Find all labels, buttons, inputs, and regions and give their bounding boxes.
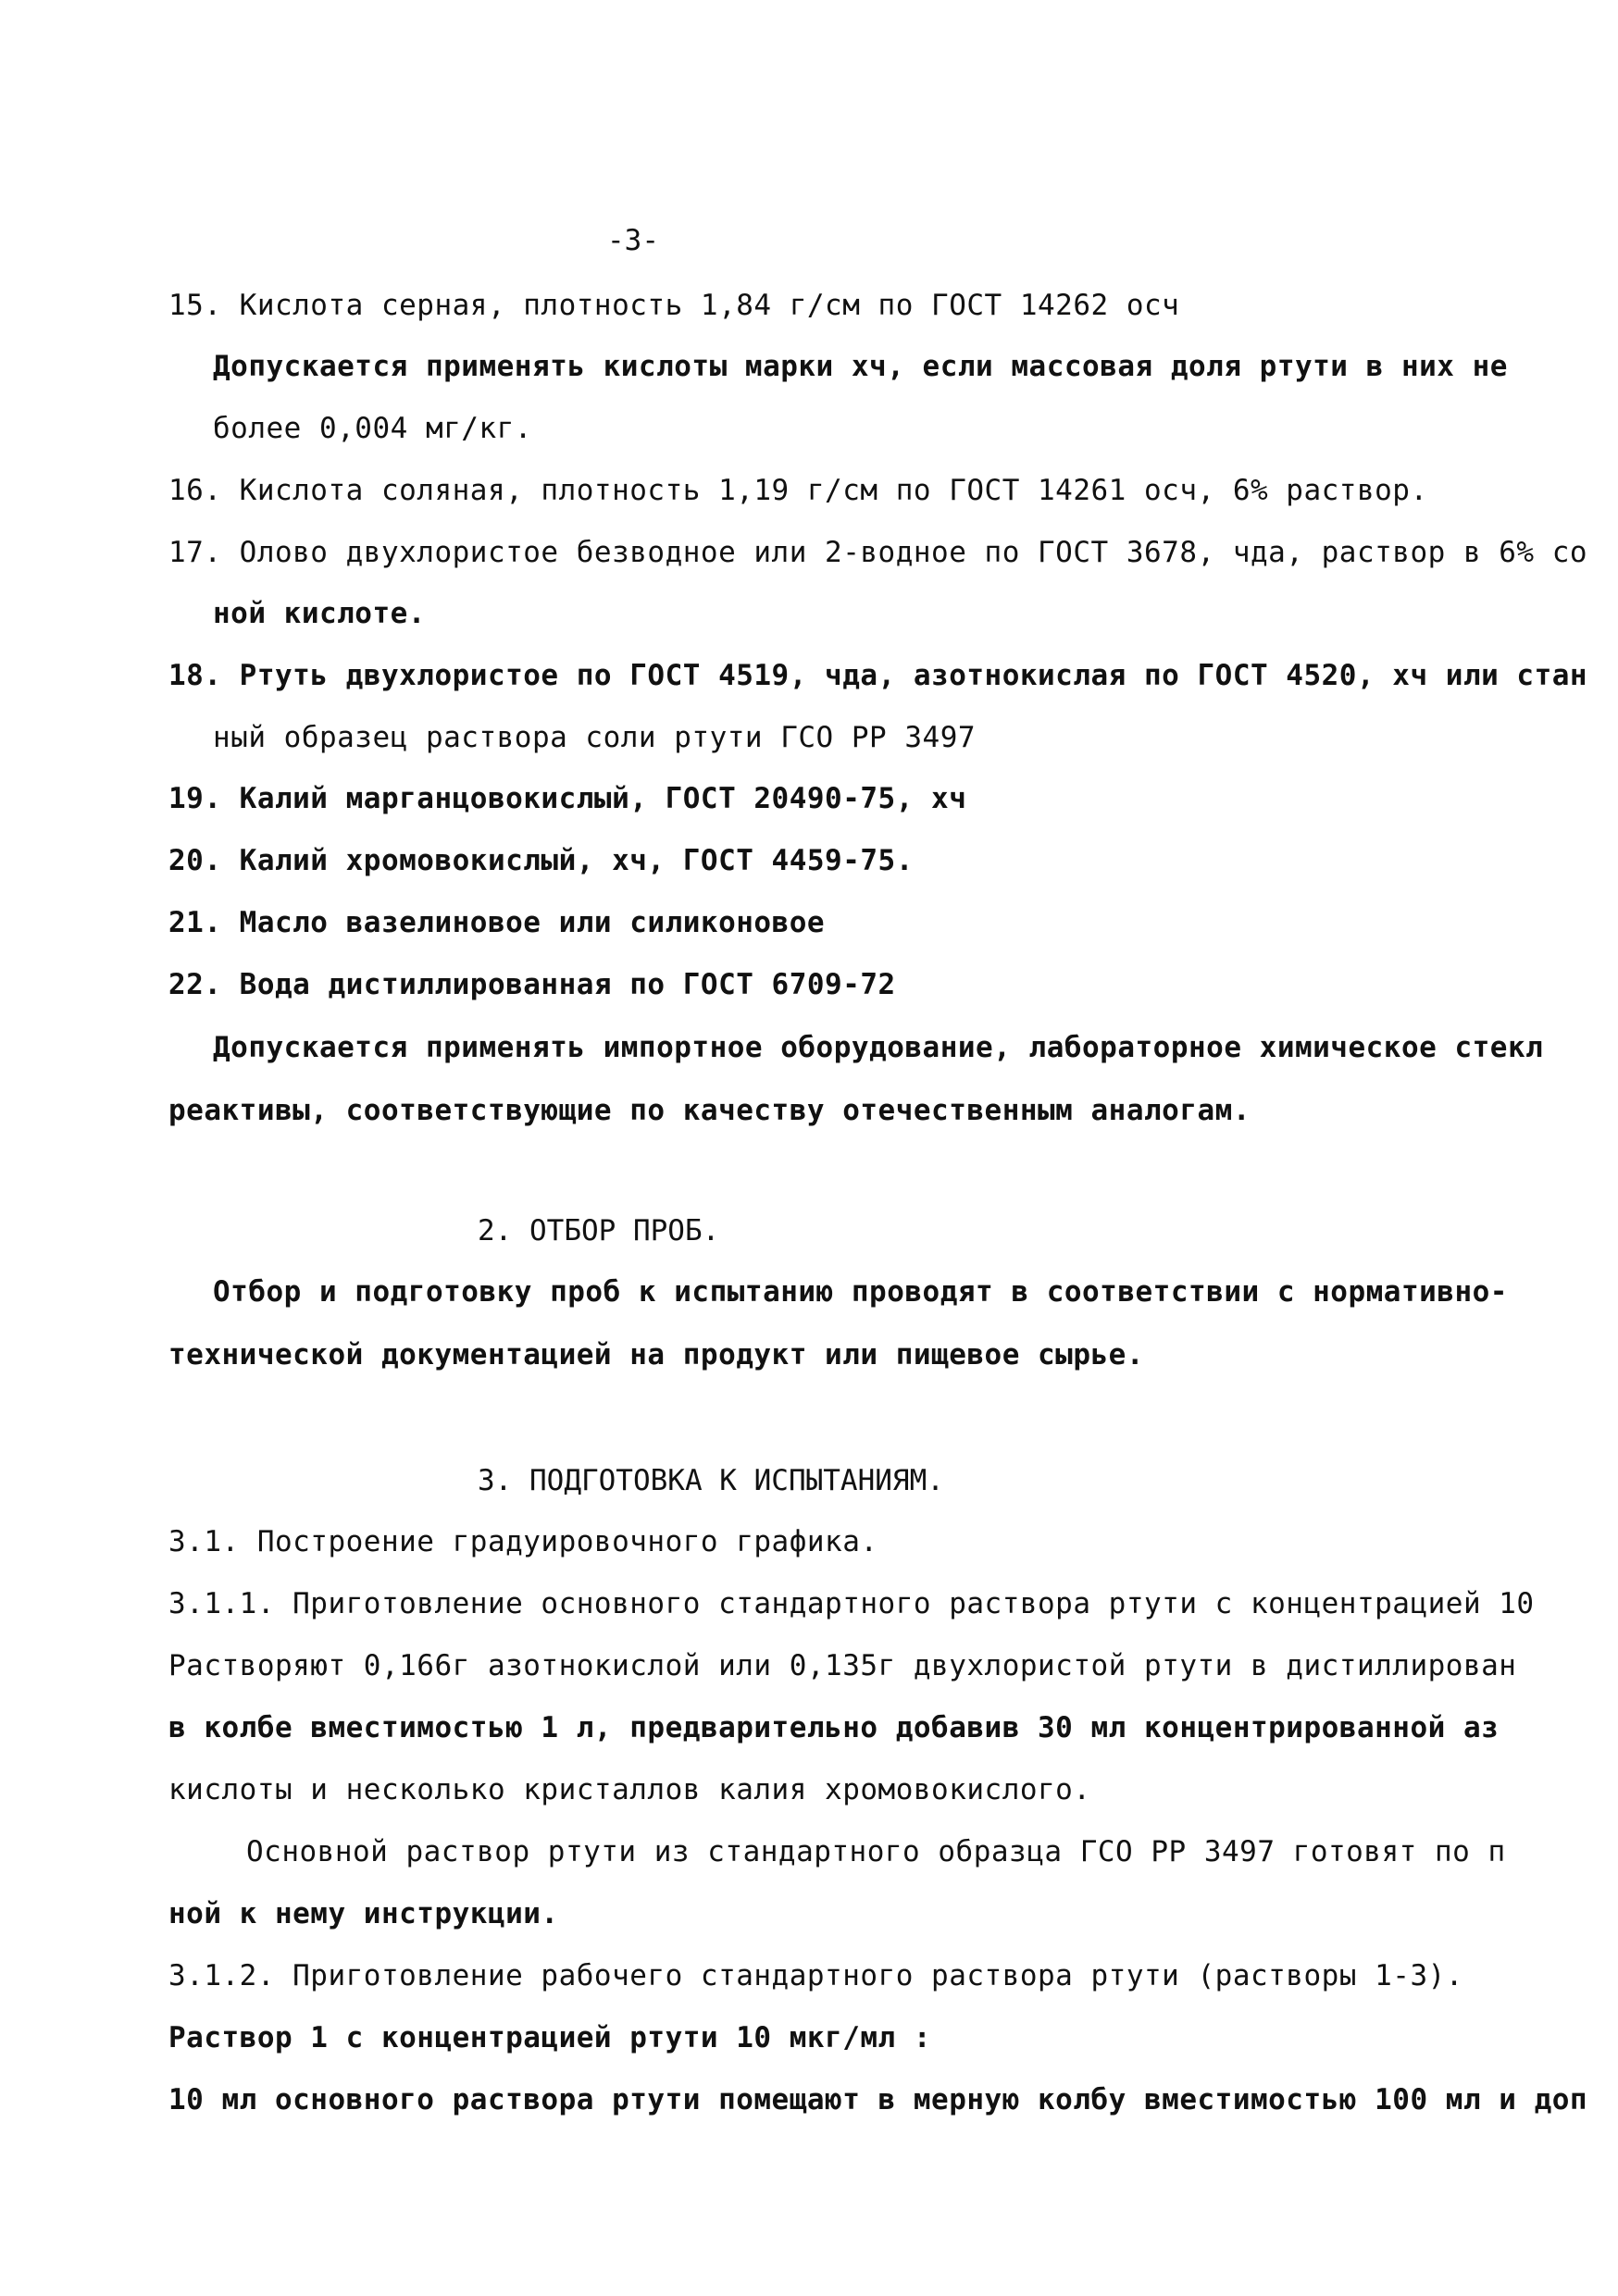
list-item-18-cont: ный образец раствора соли ртути ГСО РР 3497 (213, 721, 977, 754)
list-item-17: 17. Олово двухлористое безводное или 2-водное по ГОСТ 3678, чда, раствор в 6% со (168, 536, 1588, 569)
subsection-3-1-1-text-3: кислоты и несколько кристаллов калия хромовокислого. (168, 1773, 1091, 1806)
list-item-15: 15. Кислота серная, плотность 1,84 г/см по ГОСТ 14262 осч (168, 289, 1180, 322)
subsection-3-1-2-text-1: Раствор 1 с концентрацией ртути 10 мкг/мл : (168, 2021, 932, 2054)
list-item-17-cont: ной кислоте. (213, 597, 426, 630)
paragraph-import-equipment: Допускается применять импортное оборудование, лабораторное химическое стекл (213, 1031, 1544, 1064)
list-item-16: 16. Кислота соляная, плотность 1,19 г/см по ГОСТ 14261 осч, 6% раствор. (168, 474, 1428, 507)
subsection-3-1-1-text-4: Основной раствор ртути из стандартного образца ГСО РР 3497 готовят по п (246, 1835, 1506, 1868)
subsection-3-1-2-text-2: 10 мл основного раствора ртути помещают в мерную колбу вместимостью 100 мл и доп (168, 2083, 1588, 2116)
section-2-paragraph: Отбор и подготовку проб к испытанию проводят в соответствии с нормативно- (213, 1275, 1508, 1309)
subsection-3-1-2: 3.1.2. Приготовление рабочего стандартного раствора ртути (растворы 1-3). (168, 1959, 1463, 1992)
list-item-15-note-cont: более 0,004 мг/кг. (213, 412, 532, 445)
subsection-3-1: 3.1. Построение градуировочного графика. (168, 1525, 878, 1558)
list-item-22: 22. Вода дистиллированная по ГОСТ 6709-72 (168, 968, 896, 1001)
section-2-paragraph-cont: технической документацией на продукт или пищевое сырье. (168, 1338, 1144, 1371)
paragraph-import-equipment-cont: реактивы, соответствующие по качеству отечественным аналогам. (168, 1094, 1251, 1127)
list-item-18: 18. Ртуть двухлористое по ГОСТ 4519, чда, азотнокислая по ГОСТ 4520, хч или стан (168, 659, 1588, 692)
subsection-3-1-1-text-1: Растворяют 0,166г азотнокислой или 0,135г двухлористой ртути в дистиллирован (168, 1649, 1517, 1682)
list-item-21: 21. Масло вазелиновое или силиконовое (168, 906, 826, 939)
section-3-title: 3. ПОДГОТОВКА К ИСПЫТАНИЯМ. (478, 1464, 944, 1497)
list-item-15-note: Допускается применять кислоты марки хч, если массовая доля ртути в них не (213, 350, 1508, 383)
section-2-title: 2. ОТБОР ПРОБ. (478, 1214, 720, 1247)
subsection-3-1-1-text-2: в колбе вместимостью 1 л, предварительно добавив 30 мл концентрированной аз (168, 1711, 1500, 1744)
subsection-3-1-1-text-5: ной к нему инструкции. (168, 1897, 559, 1930)
list-item-20: 20. Калий хромовокислый, хч, ГОСТ 4459-75. (168, 844, 914, 877)
page-number: -3- (607, 224, 659, 257)
subsection-3-1-1: 3.1.1. Приготовление основного стандартного раствора ртути с концентрацией 10 (168, 1587, 1535, 1620)
list-item-19: 19. Калий марганцовокислый, ГОСТ 20490-75, хч (168, 782, 967, 815)
